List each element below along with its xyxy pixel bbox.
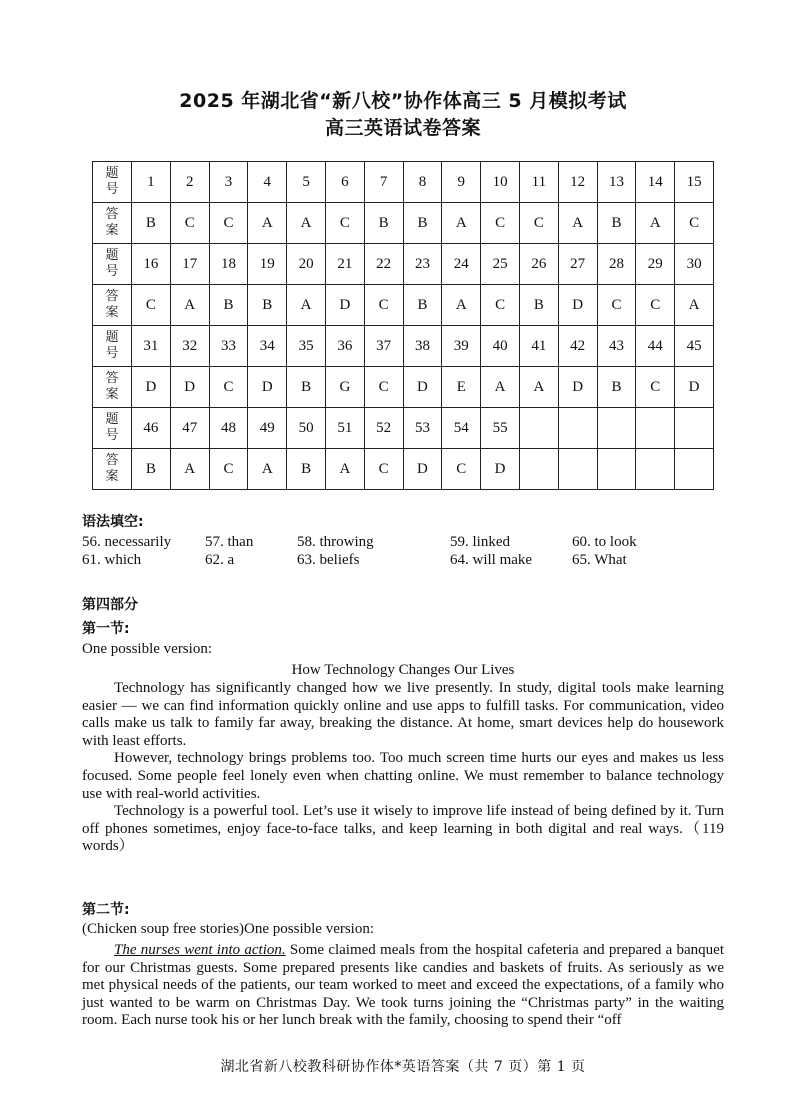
- row-label: [93, 449, 132, 490]
- continuation-body: [82, 942, 724, 1030]
- essay-title: How Technology Changes Our Lives: [291, 662, 515, 678]
- question-number-cell: 50: [287, 408, 326, 449]
- question-number-cell: 21: [325, 244, 364, 285]
- answer-cell: A: [287, 203, 326, 244]
- row-label-char: 案: [105, 223, 119, 238]
- question-number-cell: 15: [675, 162, 714, 203]
- row-label-char: 案: [105, 387, 119, 402]
- answer-cell: B: [364, 203, 403, 244]
- question-number-cell: [675, 408, 714, 449]
- grammar-heading: 语法填空:: [82, 514, 144, 530]
- question-number-cell: 47: [170, 408, 209, 449]
- row-label-char: 题: [105, 166, 119, 181]
- question-number-cell: 6: [325, 162, 364, 203]
- question-number-cell: 2: [170, 162, 209, 203]
- answer-cell: B: [597, 367, 636, 408]
- answer-cell: [597, 449, 636, 490]
- page-subtitle: 高三英语试卷答案: [324, 117, 481, 139]
- continuation-lead: The nurses went into action.: [114, 942, 286, 958]
- grammar-item: 59. linked: [450, 534, 510, 550]
- question-number-row: [93, 408, 714, 449]
- row-label-char: 题: [105, 248, 119, 263]
- question-number-row: [93, 326, 714, 367]
- section1-intro: One possible version:: [82, 641, 212, 657]
- page-title: 2025 年湖北省“新八校”协作体高三 5 月模拟考试: [179, 90, 627, 112]
- row-label: [93, 326, 132, 367]
- grammar-item: 56. necessarily: [82, 534, 172, 550]
- answer-cell: B: [403, 203, 442, 244]
- essay-paragraph: Technology has significantly changed how we live presently. In study, digital tools make learning easier — we can find information quickly online and use apps to fulfill tasks. For communication, video calls make us talk to family far away, breaking the distance. At home, smart devices help do housework with least efforts.: [82, 680, 724, 749]
- essay-paragraph: However, technology brings problems too. Too much screen time hurts our eyes and makes us less focused. Some people feel lonely even when chatting online. We must remember to balance technology use with real-world activities.: [82, 750, 724, 802]
- question-number-cell: 17: [170, 244, 209, 285]
- question-number-cell: 14: [636, 162, 675, 203]
- answer-cell: C: [675, 203, 714, 244]
- grammar-item: 57. than: [205, 534, 254, 550]
- question-number-cell: 43: [597, 326, 636, 367]
- question-number-cell: [558, 408, 597, 449]
- answer-cell: [636, 449, 675, 490]
- answer-cell: C: [364, 285, 403, 326]
- answer-cell: B: [519, 285, 558, 326]
- essay-paragraph: Technology is a powerful tool. Let’s use it wisely to improve life instead of being defined by it. Turn off phones sometimes, enjoy face-to-face talks, and keep learning in both digital and real ways.（119 words）: [82, 803, 724, 855]
- row-label-char: 答: [105, 289, 119, 304]
- question-number-cell: 33: [209, 326, 248, 367]
- answer-cell: C: [636, 367, 675, 408]
- question-number-cell: [519, 408, 558, 449]
- question-number-cell: 4: [248, 162, 287, 203]
- row-label-char: 号: [105, 182, 119, 197]
- question-number-cell: 3: [209, 162, 248, 203]
- answer-cell: D: [403, 449, 442, 490]
- section2-intro: (Chicken soup free stories)One possible version:: [82, 921, 375, 937]
- grammar-item: 60. to look: [572, 534, 637, 550]
- grammar-item: 61. which: [82, 552, 142, 568]
- answer-cell: D: [170, 367, 209, 408]
- question-number-cell: [636, 408, 675, 449]
- question-number-cell: 12: [558, 162, 597, 203]
- question-number-cell: 40: [481, 326, 520, 367]
- question-number-cell: 26: [519, 244, 558, 285]
- answer-cell: A: [287, 285, 326, 326]
- page-footer: 湖北省新八校教科研协作体*英语答案（共 7 页）第 1 页: [220, 1059, 586, 1075]
- grammar-item: 58. throwing: [297, 534, 374, 550]
- question-number-cell: 10: [481, 162, 520, 203]
- grammar-item: 62. a: [205, 552, 235, 568]
- question-number-cell: 9: [442, 162, 481, 203]
- row-label-char: 题: [105, 330, 119, 345]
- answer-cell: B: [287, 367, 326, 408]
- question-number-cell: 53: [403, 408, 442, 449]
- answer-cell: B: [132, 203, 171, 244]
- question-number-cell: 31: [132, 326, 171, 367]
- question-number-cell: 42: [558, 326, 597, 367]
- grammar-item: 63. beliefs: [297, 552, 360, 568]
- row-label: [93, 203, 132, 244]
- answer-cell: A: [675, 285, 714, 326]
- answer-cell: D: [248, 367, 287, 408]
- question-number-cell: 24: [442, 244, 481, 285]
- answer-cell: A: [442, 285, 481, 326]
- part4-heading: 第四部分: [82, 597, 138, 613]
- answer-row: [93, 203, 714, 244]
- question-number-cell: [597, 408, 636, 449]
- answer-cell: A: [248, 449, 287, 490]
- row-label-char: 答: [105, 207, 119, 222]
- answer-cell: A: [519, 367, 558, 408]
- section1-heading: 第一节:: [82, 621, 130, 637]
- answer-cell: B: [248, 285, 287, 326]
- answer-cell: C: [209, 367, 248, 408]
- answer-cell: B: [403, 285, 442, 326]
- row-label-char: 答: [105, 371, 119, 386]
- row-label-char: 答: [105, 453, 119, 468]
- row-label: [93, 162, 132, 203]
- question-number-cell: 7: [364, 162, 403, 203]
- answer-cell: C: [481, 203, 520, 244]
- row-label: [93, 285, 132, 326]
- answer-row: [93, 367, 714, 408]
- question-number-row: [93, 244, 714, 285]
- row-label-char: 案: [105, 305, 119, 320]
- question-number-cell: 18: [209, 244, 248, 285]
- answer-row: [93, 449, 714, 490]
- answer-cell: E: [442, 367, 481, 408]
- grammar-item: 65. What: [572, 552, 627, 568]
- row-label: [93, 367, 132, 408]
- answer-cell: A: [325, 449, 364, 490]
- answer-cell: A: [170, 449, 209, 490]
- answer-cell: A: [481, 367, 520, 408]
- answer-cell: C: [442, 449, 481, 490]
- section2-heading: 第二节:: [82, 902, 130, 918]
- answer-cell: C: [170, 203, 209, 244]
- question-number-cell: 28: [597, 244, 636, 285]
- answer-cell: A: [442, 203, 481, 244]
- essay-body: [82, 680, 724, 856]
- question-number-cell: 36: [325, 326, 364, 367]
- question-number-cell: 49: [248, 408, 287, 449]
- question-number-cell: 11: [519, 162, 558, 203]
- question-number-cell: 45: [675, 326, 714, 367]
- answer-cell: D: [325, 285, 364, 326]
- answer-cell: [675, 449, 714, 490]
- answer-cell: D: [558, 285, 597, 326]
- answer-cell: C: [364, 449, 403, 490]
- answer-cell: D: [558, 367, 597, 408]
- grammar-item: 64. will make: [450, 552, 533, 568]
- question-number-cell: 22: [364, 244, 403, 285]
- answer-cell: B: [132, 449, 171, 490]
- question-number-cell: 38: [403, 326, 442, 367]
- answer-cell: [558, 449, 597, 490]
- question-number-cell: 52: [364, 408, 403, 449]
- answer-cell: C: [597, 285, 636, 326]
- question-number-cell: 30: [675, 244, 714, 285]
- answer-row: [93, 285, 714, 326]
- question-number-cell: 32: [170, 326, 209, 367]
- question-number-cell: 29: [636, 244, 675, 285]
- row-label-char: 号: [105, 428, 119, 443]
- question-number-cell: 13: [597, 162, 636, 203]
- answer-cell: A: [558, 203, 597, 244]
- row-label-char: 号: [105, 264, 119, 279]
- question-number-cell: 5: [287, 162, 326, 203]
- question-number-cell: 37: [364, 326, 403, 367]
- answer-cell: D: [481, 449, 520, 490]
- question-number-cell: 41: [519, 326, 558, 367]
- answer-cell: C: [636, 285, 675, 326]
- answer-cell: C: [519, 203, 558, 244]
- row-label-char: 案: [105, 469, 119, 484]
- question-number-cell: 48: [209, 408, 248, 449]
- answer-cell: A: [636, 203, 675, 244]
- question-number-cell: 16: [132, 244, 171, 285]
- answer-cell: C: [481, 285, 520, 326]
- question-number-row: [93, 162, 714, 203]
- answer-table: [92, 161, 714, 490]
- answer-cell: B: [597, 203, 636, 244]
- question-number-cell: 39: [442, 326, 481, 367]
- answer-cell: C: [209, 203, 248, 244]
- answer-cell: B: [209, 285, 248, 326]
- question-number-cell: 23: [403, 244, 442, 285]
- answer-cell: D: [675, 367, 714, 408]
- row-label: [93, 244, 132, 285]
- answer-cell: A: [170, 285, 209, 326]
- question-number-cell: 20: [287, 244, 326, 285]
- row-label-char: 题: [105, 412, 119, 427]
- question-number-cell: 19: [248, 244, 287, 285]
- question-number-cell: 25: [481, 244, 520, 285]
- answer-cell: D: [132, 367, 171, 408]
- question-number-cell: 55: [481, 408, 520, 449]
- continuation-text: Some claimed meals from the hospital cafeteria and prepared a banquet for our Christmas guests. Some prepared presents like candies and baskets of fruits. As seriously as we met physical needs of the patients, our team worked to meet and exceed the expectations, of a family who just wanted to be warm on Christmas Day. We took turns joining the “Christmas party” in the waiting room. Each nurse took his or her lunch break with the family, choosing to spend their “off: [82, 942, 724, 1029]
- row-label-char: 号: [105, 346, 119, 361]
- answer-cell: D: [403, 367, 442, 408]
- answer-cell: C: [132, 285, 171, 326]
- question-number-cell: 51: [325, 408, 364, 449]
- question-number-cell: 8: [403, 162, 442, 203]
- question-number-cell: 35: [287, 326, 326, 367]
- answer-cell: C: [209, 449, 248, 490]
- question-number-cell: 46: [132, 408, 171, 449]
- answer-cell: [519, 449, 558, 490]
- question-number-cell: 27: [558, 244, 597, 285]
- answer-cell: G: [325, 367, 364, 408]
- question-number-cell: 34: [248, 326, 287, 367]
- question-number-cell: 1: [132, 162, 171, 203]
- row-label: [93, 408, 132, 449]
- answer-cell: C: [364, 367, 403, 408]
- question-number-cell: 44: [636, 326, 675, 367]
- question-number-cell: 54: [442, 408, 481, 449]
- answer-cell: C: [325, 203, 364, 244]
- answer-cell: A: [248, 203, 287, 244]
- answer-cell: B: [287, 449, 326, 490]
